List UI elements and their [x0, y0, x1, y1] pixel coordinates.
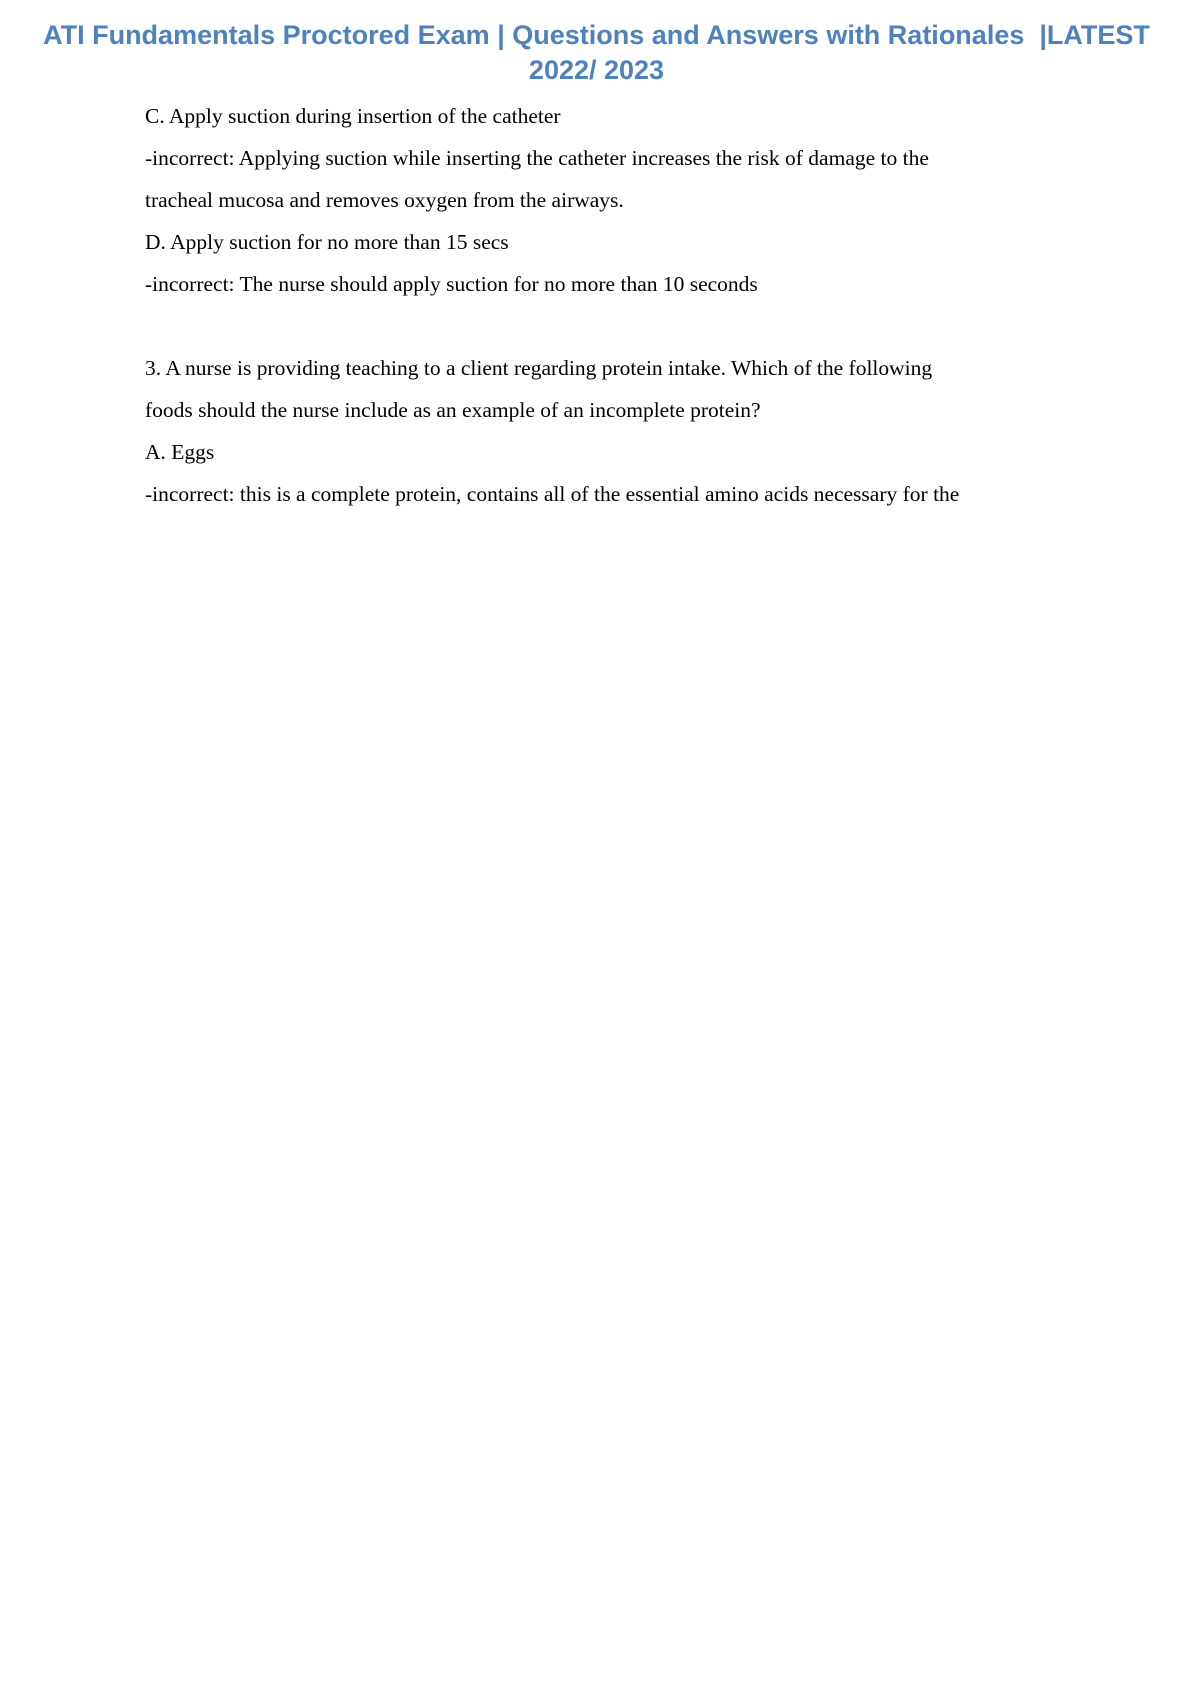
option-c-text: C. Apply suction during insertion of the catheter — [145, 104, 561, 128]
header-title-line-1: ATI Fundamentals Proctored Exam | Questions and Answers with Rationales |LATEST — [43, 20, 1150, 50]
option-c-rationale-line-2: tracheal mucosa and removes oxygen from the airways. — [145, 188, 624, 212]
option-d-text: D. Apply suction for no more than 15 secs — [145, 230, 509, 254]
paragraph-gap — [145, 305, 1085, 347]
option-d-rationale: -incorrect: The nurse should apply suction for no more than 10 seconds — [145, 272, 758, 296]
option-c-rationale-line-1: -incorrect: Applying suction while inserting the catheter increases the risk of damage to the — [145, 146, 929, 170]
question-3-line-2: foods should the nurse include as an example of an incomplete protein? — [145, 398, 761, 422]
document-body — [145, 95, 1085, 515]
option-a-text: A. Eggs — [145, 440, 215, 464]
header-title-line-2: 2022/ 2023 — [528, 55, 665, 85]
option-a-rationale: -incorrect: this is a complete protein, contains all of the essential amino acids necessary for the — [145, 482, 960, 506]
question-3-line-1: 3. A nurse is providing teaching to a client regarding protein intake. Which of the following — [145, 356, 933, 380]
page-header — [0, 18, 1193, 88]
